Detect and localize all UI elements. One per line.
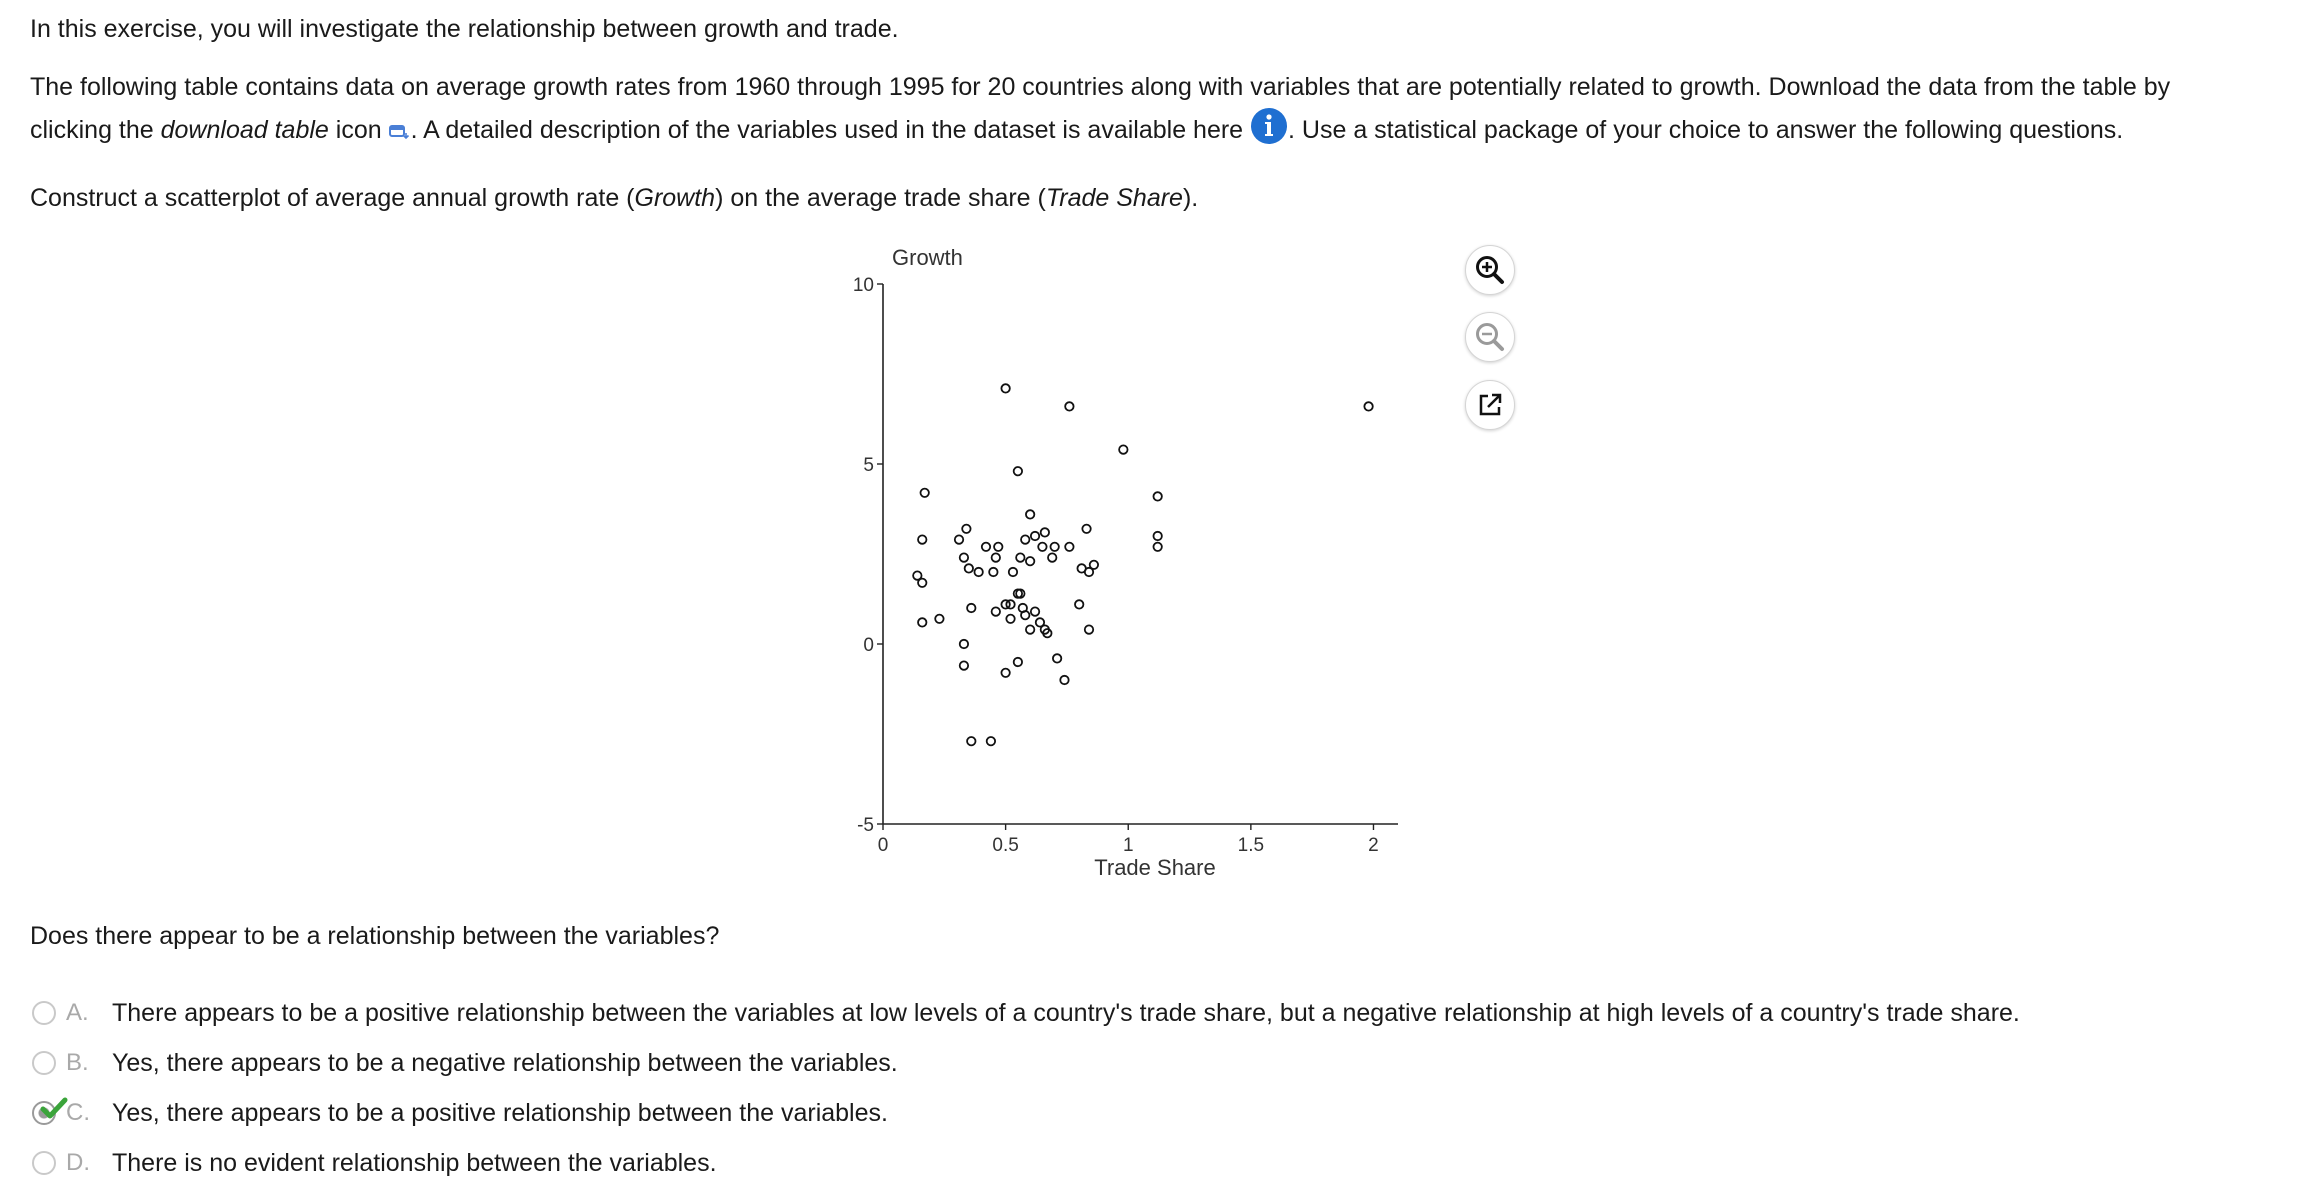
text-span: clicking the [30, 116, 161, 145]
data-point [1119, 445, 1127, 453]
data-point [935, 615, 943, 623]
option-c-text: Yes, there appears to be a positive relationship between the variables. [112, 1098, 888, 1127]
data-point [1364, 402, 1372, 410]
data-point [1026, 510, 1034, 518]
construct-instruction [30, 179, 1198, 217]
x-tick-label: 2 [1368, 835, 1379, 856]
zoom-out-button[interactable] [1465, 312, 1515, 362]
y-tick-label: -5 [857, 815, 874, 836]
table-description-line1: The following table contains data on average growth rates from 1960 through 1995 for 20 countries along with variables that are potentially related to growth. Download the data from the table by [30, 73, 2171, 101]
text-span: . A detailed description of the variables used in the dataset is available here [410, 116, 1251, 145]
popout-button[interactable] [1465, 380, 1515, 430]
data-point [960, 661, 968, 669]
text-span: ) on the average trade share ( [715, 184, 1046, 212]
x-tick-label: 0 [877, 835, 889, 856]
x-axis-label: Trade Share [1094, 855, 1216, 880]
growth-var: Growth [634, 184, 716, 212]
data-point [1090, 561, 1098, 569]
data-point [982, 543, 990, 551]
option-c-letter: C. [66, 1099, 90, 1126]
option-d-radio[interactable] [32, 1151, 56, 1175]
data-point [967, 737, 975, 745]
scatterplot [820, 232, 1440, 892]
data-point [1065, 402, 1073, 410]
text-span: icon [328, 116, 389, 145]
data-point [960, 553, 968, 561]
y-tick-label: 0 [863, 635, 874, 656]
data-point [1031, 607, 1039, 615]
data-point [992, 553, 1000, 561]
data-point [989, 568, 997, 576]
option-a-letter: A. [66, 999, 89, 1026]
x-tick-label: 1 [1122, 835, 1134, 856]
option-c-radio[interactable] [32, 1101, 56, 1125]
data-point [918, 579, 926, 587]
option-d[interactable] [32, 1143, 717, 1183]
table-description-line2 [30, 107, 2123, 156]
data-point [1038, 543, 1046, 551]
data-point [918, 618, 926, 626]
option-d-text: There is no evident relationship between the variables. [112, 1148, 717, 1177]
data-point [1001, 669, 1009, 677]
intro-text: In this exercise, you will investigate the relationship between growth and trade. [30, 15, 899, 43]
option-b-radio[interactable] [32, 1051, 56, 1075]
question-text: Does there appear to be a relationship between the variables? [30, 922, 720, 950]
text-span: ). [1182, 184, 1199, 212]
data-point [1053, 654, 1061, 662]
zoom-in-button[interactable] [1465, 245, 1515, 295]
zoom-in-icon [1474, 254, 1506, 286]
y-tick-label: 10 [852, 275, 874, 296]
option-a-text: There appears to be a positive relationship between the variables at low levels of a country's trade share, but a negative relationship at high levels of a country's trade share. [112, 998, 2020, 1027]
option-c[interactable] [32, 1093, 888, 1133]
option-b[interactable] [32, 1043, 898, 1083]
data-point [965, 564, 973, 572]
data-point [1014, 658, 1022, 666]
data-point [1060, 676, 1068, 684]
data-point [1009, 568, 1017, 576]
option-a-radio[interactable] [32, 1001, 56, 1025]
data-point [992, 607, 1000, 615]
trade-share-var: Trade Share [1045, 184, 1183, 212]
data-point [1065, 543, 1073, 551]
checkmark-icon [40, 1097, 68, 1121]
option-b-text: Yes, there appears to be a negative relationship between the variables. [112, 1048, 898, 1077]
data-point [955, 535, 963, 543]
data-point [1050, 543, 1058, 551]
data-point [1016, 553, 1024, 561]
axes [883, 284, 1398, 824]
y-tick-label: 5 [863, 455, 874, 476]
data-point [1075, 600, 1083, 608]
x-tick-label: 1.5 [1237, 835, 1265, 856]
data-point [1041, 528, 1049, 536]
data-point [918, 535, 926, 543]
option-a[interactable] [32, 993, 2020, 1033]
data-point [967, 604, 975, 612]
download-table-icon[interactable] [389, 113, 411, 151]
data-point [974, 568, 982, 576]
data-point [1026, 625, 1034, 633]
text-span: Construct a scatterplot of average annual growth rate ( [30, 184, 635, 212]
text-span: . Use a statistical package of your choice to answer the following questions. [1288, 116, 2124, 145]
data-point [1031, 532, 1039, 540]
option-b-letter: B. [66, 1049, 89, 1076]
download-table-emphasis: download table [160, 116, 329, 145]
data-point [1006, 615, 1014, 623]
x-tick-label: 0.5 [992, 835, 1019, 856]
data-point [920, 489, 928, 497]
data-point [1026, 557, 1034, 565]
data-point [987, 737, 995, 745]
zoom-out-icon [1474, 321, 1506, 353]
data-point [960, 640, 968, 648]
data-point [962, 525, 970, 533]
data-points [913, 384, 1373, 745]
data-point [1153, 532, 1161, 540]
popout-icon [1475, 390, 1505, 420]
data-point [1085, 625, 1093, 633]
data-point [1014, 467, 1022, 475]
data-point [1001, 384, 1009, 392]
data-point [1153, 543, 1161, 551]
data-point [994, 543, 1002, 551]
data-point [1021, 535, 1029, 543]
option-d-letter: D. [66, 1149, 90, 1176]
data-point [1048, 553, 1056, 561]
y-axis-label: Growth [892, 245, 963, 270]
data-point [1153, 492, 1161, 500]
data-point [1082, 525, 1090, 533]
ticks [853, 275, 1379, 856]
info-icon[interactable] [1250, 107, 1288, 156]
